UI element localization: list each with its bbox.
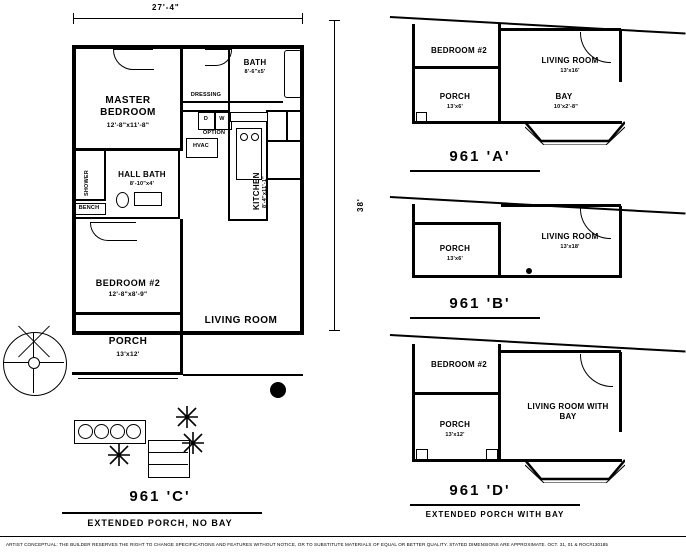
room-size-master-bedroom: 12'-8"x11'-8" bbox=[106, 122, 150, 129]
variant-d-room-porch: PORCH bbox=[439, 420, 471, 429]
variant-a-title-underline bbox=[410, 170, 540, 172]
room-size-hall-bath: 8'-10"x4' bbox=[129, 181, 155, 188]
variant-d-room-living: LIVING ROOM WITH BAY bbox=[527, 402, 609, 422]
shrub-1 bbox=[78, 424, 93, 439]
main-plan-subtitle: EXTENDED PORCH, NO BAY bbox=[87, 518, 233, 528]
porch-wall-right bbox=[180, 315, 183, 375]
variant-a-bay-window bbox=[525, 121, 625, 150]
room-label-master-bedroom: MASTER BEDROOM bbox=[100, 95, 156, 118]
room-label-hall-bath: HALL BATH bbox=[118, 170, 166, 179]
kitchen-wall-upper-right bbox=[266, 110, 304, 112]
variant-d-size-porch: 13'x12' bbox=[445, 432, 465, 438]
room-hall-bath bbox=[110, 170, 174, 188]
variant-d-wall-porch-top bbox=[412, 392, 501, 395]
vanity bbox=[134, 192, 162, 206]
variant-d-room-bedroom2: BEDROOM #2 bbox=[431, 360, 487, 369]
variant-a-wall-living-top bbox=[501, 28, 621, 31]
variant-b-size-living: 13'x18' bbox=[560, 244, 580, 250]
variant-plan-d bbox=[390, 330, 686, 530]
tub bbox=[284, 50, 302, 98]
hallbath-wall-right bbox=[178, 151, 180, 219]
variant-d-wall-porch-right bbox=[498, 392, 501, 462]
main-plan-title: 961 'C' bbox=[129, 488, 191, 505]
bedroom2-closet-arc bbox=[90, 222, 137, 241]
variant-d-wall-left bbox=[412, 344, 415, 462]
variant-plan-b bbox=[390, 190, 686, 340]
variant-a-size-bay: 10'x2'-8" bbox=[553, 104, 579, 110]
shower-wall bbox=[104, 151, 106, 201]
shrub-plant-3 bbox=[108, 444, 130, 471]
shrub-plant-2 bbox=[182, 432, 204, 459]
dimension-height-tick-top bbox=[329, 20, 340, 21]
living-porch-divider bbox=[183, 374, 303, 376]
variant-d-wall-living-top bbox=[501, 350, 621, 353]
main-plan-title-underline bbox=[62, 512, 262, 514]
variant-a-wall-porch-right bbox=[498, 66, 501, 124]
kitchen-counter-top bbox=[230, 112, 268, 122]
room-size-kitchen: 8'-4"x11'-1" bbox=[262, 176, 268, 208]
living-wall-top bbox=[268, 178, 304, 180]
toilet bbox=[116, 192, 129, 208]
tree-center bbox=[28, 357, 40, 369]
variant-a-title: 961 'A' bbox=[449, 148, 511, 165]
dimension-width-tick-right bbox=[302, 13, 303, 24]
walkway-line-2 bbox=[148, 464, 188, 465]
variant-b-wall-porch-top bbox=[412, 222, 501, 225]
room-bath bbox=[229, 58, 281, 76]
room-size-bedroom2: 12'-8"x8'-9" bbox=[108, 291, 148, 299]
variant-d-porch-post-2 bbox=[486, 449, 498, 461]
variant-plan-a bbox=[390, 8, 686, 183]
variant-d-wall-living-right bbox=[619, 352, 622, 432]
bench-label: BENCH bbox=[78, 205, 100, 211]
exterior-wall-top bbox=[72, 45, 304, 49]
interior-wall-master-right bbox=[180, 45, 183, 150]
room-master-bedroom bbox=[80, 95, 176, 129]
footer-disclaimer: ARTIST CONCEPTUAL: THE BUILDER RESERVES THE RIGHT TO CHANGE SPECIFICATIONS AND FEATURES WITHOUT NOTICE, OR TO SUBSTITUTE MATERIALS OF EQUAL OR BETTER QUALITY. STATED DIMENSIONS ARE APPROXIMATE. OCT. 31, 01 & ROC#130185 bbox=[6, 542, 609, 547]
shrub-2 bbox=[94, 424, 109, 439]
variant-a-wall-living-right bbox=[619, 30, 622, 82]
porch-step-line bbox=[78, 378, 178, 379]
closet-door-arc-1 bbox=[113, 49, 154, 70]
variant-d-porch-post-1 bbox=[416, 449, 428, 461]
variant-b-title-underline bbox=[410, 317, 540, 319]
room-label-porch: PORCH bbox=[108, 336, 148, 347]
variant-d-subtitle: EXTENDED PORCH WITH BAY bbox=[425, 510, 565, 519]
room-porch bbox=[80, 336, 176, 358]
shower-wall-bottom bbox=[74, 199, 106, 201]
hallbath-wall-bottom bbox=[72, 217, 180, 219]
porch-wall-bottom bbox=[72, 372, 183, 375]
dimension-height-label: 38' bbox=[356, 198, 365, 212]
room-label-bath: BATH bbox=[243, 58, 267, 67]
shrub-4 bbox=[126, 424, 141, 439]
dimension-height-line bbox=[334, 20, 335, 330]
bay-window-icon bbox=[525, 459, 625, 483]
plant-icon bbox=[108, 444, 130, 466]
room-bedroom2 bbox=[80, 278, 176, 299]
variant-b-wall-living-right bbox=[619, 206, 622, 278]
plant-icon bbox=[182, 432, 204, 454]
variant-a-size-porch: 13'x6' bbox=[446, 104, 464, 110]
bath-wall-bottom bbox=[183, 101, 283, 103]
variant-a-room-bedroom2: BEDROOM #2 bbox=[431, 46, 487, 55]
variant-a-roofline bbox=[390, 16, 686, 34]
plant-icon bbox=[176, 406, 198, 428]
variant-b-title: 961 'B' bbox=[449, 295, 511, 312]
room-label-living-room: LIVING ROOM bbox=[204, 315, 278, 326]
shower-label: SHOWER bbox=[84, 170, 90, 196]
variant-b-room-living: LIVING ROOM bbox=[541, 232, 599, 241]
entry-marker bbox=[270, 382, 286, 398]
variant-b-wall-living-top bbox=[501, 204, 621, 207]
variant-b-wall-porch-right bbox=[498, 222, 501, 278]
variant-a-size-living: 13'x16' bbox=[560, 68, 580, 74]
variant-d-door-arc bbox=[580, 354, 613, 387]
kitchen-pantry-wall bbox=[286, 112, 288, 142]
room-label-dressing: DRESSING bbox=[190, 92, 222, 98]
dimension-width-line bbox=[73, 18, 303, 19]
dimension-width-tick-left bbox=[73, 13, 74, 24]
variant-a-wall-porch-top bbox=[412, 66, 501, 69]
room-label-kitchen: KITCHEN bbox=[252, 172, 261, 210]
stove-burner-1 bbox=[240, 133, 248, 141]
room-size-bath: 8'-6"x5' bbox=[244, 69, 266, 76]
interior-wall-master-bottom bbox=[72, 148, 183, 151]
variant-a-wall-left bbox=[412, 24, 415, 124]
variant-a-room-bay: BAY bbox=[555, 92, 573, 101]
footer-divider bbox=[0, 536, 686, 537]
exterior-wall-left bbox=[72, 45, 76, 335]
variant-a-porch-post-1 bbox=[416, 112, 427, 123]
hvac-label: HVAC bbox=[193, 143, 209, 149]
dryer-label: D bbox=[203, 116, 209, 122]
variant-b-entry-marker bbox=[526, 268, 532, 274]
variant-d-title-underline bbox=[410, 504, 580, 506]
entry-wall-right bbox=[268, 140, 304, 142]
option-label: OPTION bbox=[202, 130, 226, 136]
dimension-height-tick-bottom bbox=[329, 330, 340, 331]
bay-window-icon bbox=[525, 121, 625, 145]
variant-a-room-living: LIVING ROOM bbox=[541, 56, 599, 65]
room-label-bedroom2: BEDROOM #2 bbox=[95, 278, 161, 288]
washer-label: W bbox=[219, 116, 225, 122]
variant-d-title: 961 'D' bbox=[449, 482, 511, 499]
variant-b-wall-left bbox=[412, 204, 415, 278]
shrub-3 bbox=[110, 424, 125, 439]
stove-burner-2 bbox=[251, 133, 259, 141]
shrub-plant-1 bbox=[176, 406, 198, 428]
room-living-room bbox=[196, 315, 286, 328]
variant-b-size-porch: 13'x6' bbox=[446, 256, 464, 262]
variant-b-room-porch: PORCH bbox=[439, 244, 471, 253]
bedroom2-wall-bottom bbox=[72, 312, 183, 315]
dimension-width-label: 27'-4" bbox=[152, 3, 180, 12]
variant-b-wall-bottom bbox=[412, 275, 622, 278]
exterior-wall-bottom bbox=[72, 331, 304, 335]
room-size-porch: 13'x12' bbox=[116, 350, 140, 358]
kitchen-wall-bottom bbox=[228, 219, 268, 221]
variant-a-room-porch: PORCH bbox=[439, 92, 471, 101]
